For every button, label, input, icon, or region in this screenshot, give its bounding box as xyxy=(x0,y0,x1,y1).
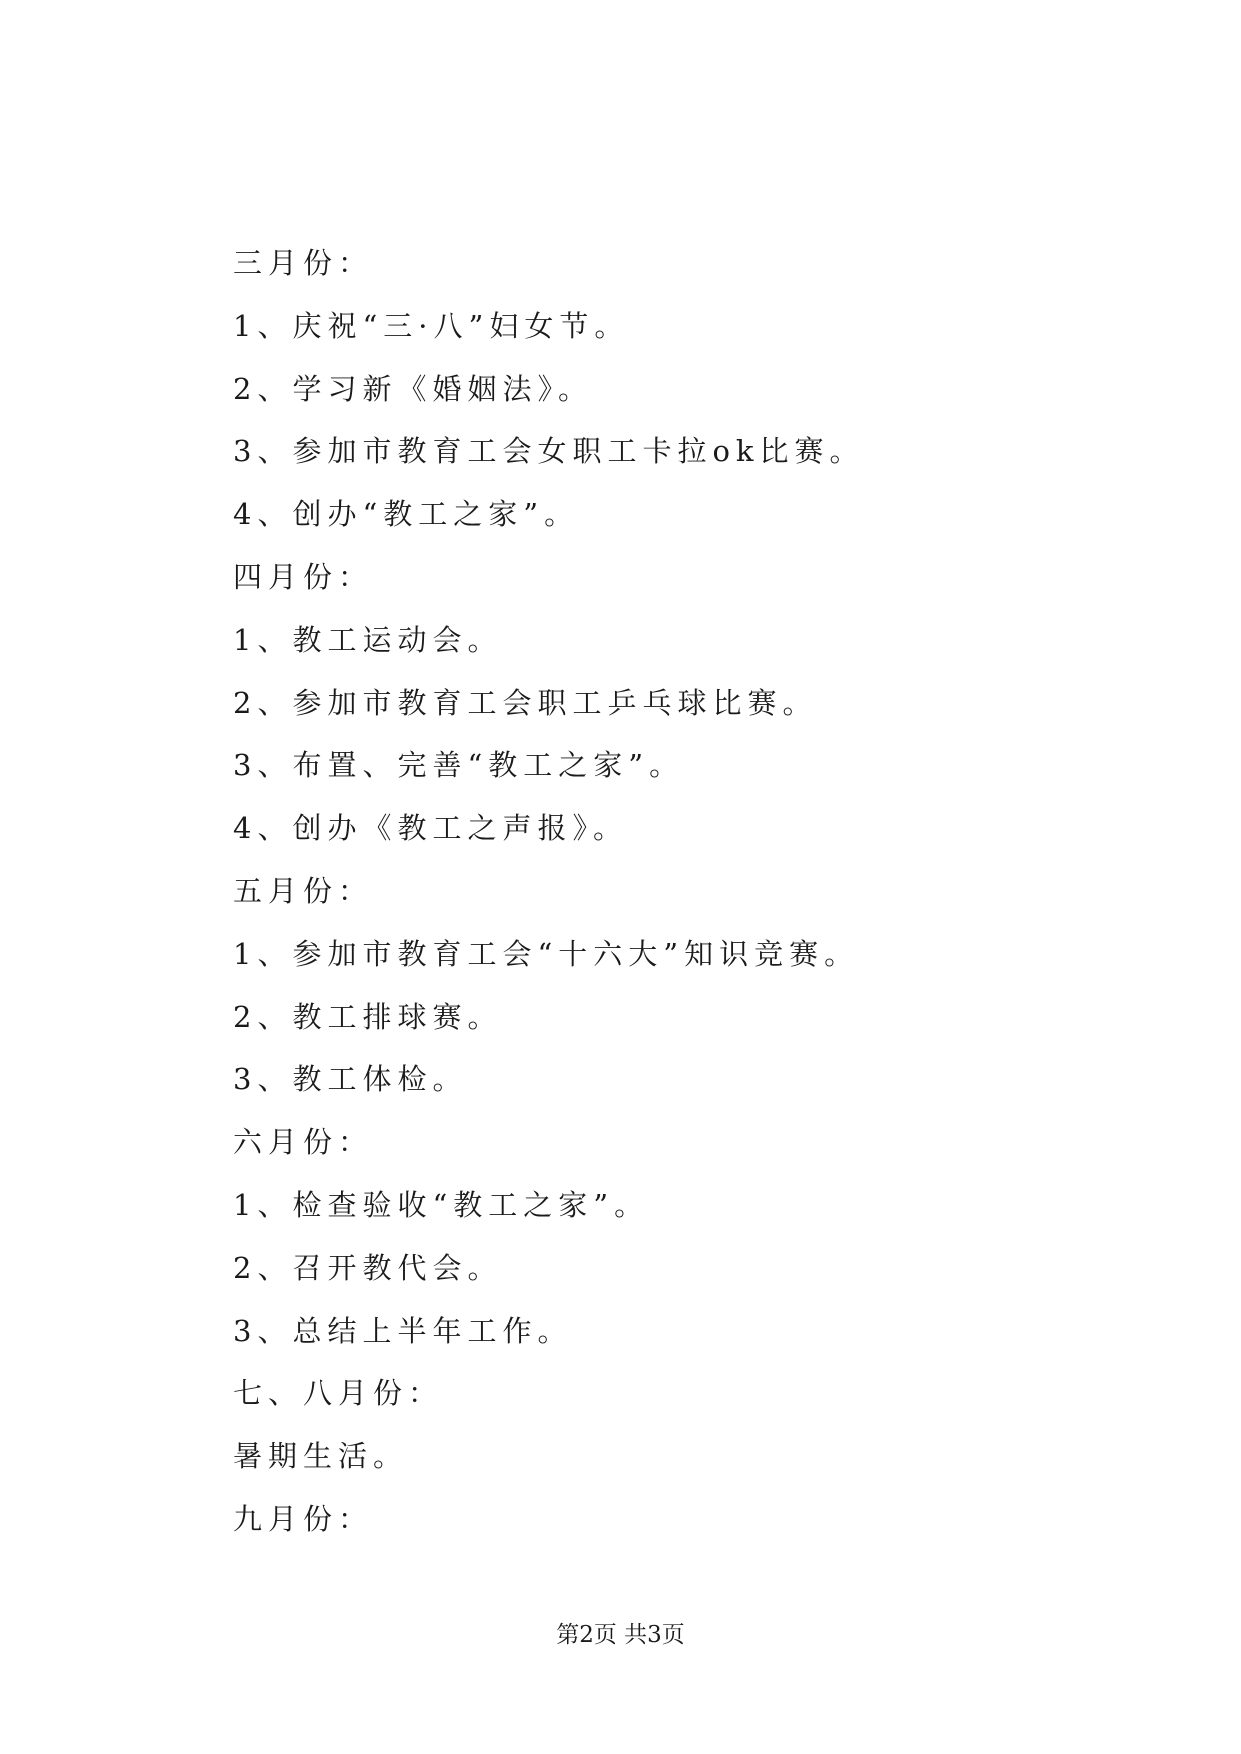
list-item: 1、检查验收“教工之家”。 xyxy=(233,1187,650,1222)
section-heading-june: 六月份： xyxy=(233,1125,374,1160)
list-item: 3、布置、完善“教工之家”。 xyxy=(233,748,685,783)
list-item: 3、参加市教育工会女职工卡拉ok比赛。 xyxy=(233,434,865,469)
list-item: 2、教工排球赛。 xyxy=(233,999,503,1034)
list-item: 2、学习新《婚姻法》。 xyxy=(233,371,593,406)
section-heading-april: 四月份： xyxy=(233,559,374,594)
list-item: 4、创办“教工之家”。 xyxy=(233,497,580,532)
list-item: 1、教工运动会。 xyxy=(233,622,503,657)
list-item: 2、召开教代会。 xyxy=(233,1250,503,1285)
list-item: 3、教工体检。 xyxy=(233,1062,468,1097)
section-heading-july-august: 七、八月份： xyxy=(233,1376,444,1411)
list-item: 1、庆祝“三·八”妇女节。 xyxy=(233,308,630,343)
section-heading-september: 九月份： xyxy=(233,1501,374,1536)
document-body xyxy=(233,232,1113,1551)
list-item: 3、总结上半年工作。 xyxy=(233,1313,573,1348)
section-heading-march: 三月份： xyxy=(233,246,374,280)
list-item: 2、参加市教育工会职工乒乓球比赛。 xyxy=(233,685,818,720)
list-item: 1、参加市教育工会“十六大”知识竞赛。 xyxy=(233,936,860,971)
paragraph: 暑期生活。 xyxy=(233,1439,409,1474)
list-item: 4、创办《教工之声报》。 xyxy=(233,811,628,846)
section-heading-may: 五月份： xyxy=(233,873,374,908)
page-footer: 第2页 共3页 xyxy=(556,1622,685,1648)
